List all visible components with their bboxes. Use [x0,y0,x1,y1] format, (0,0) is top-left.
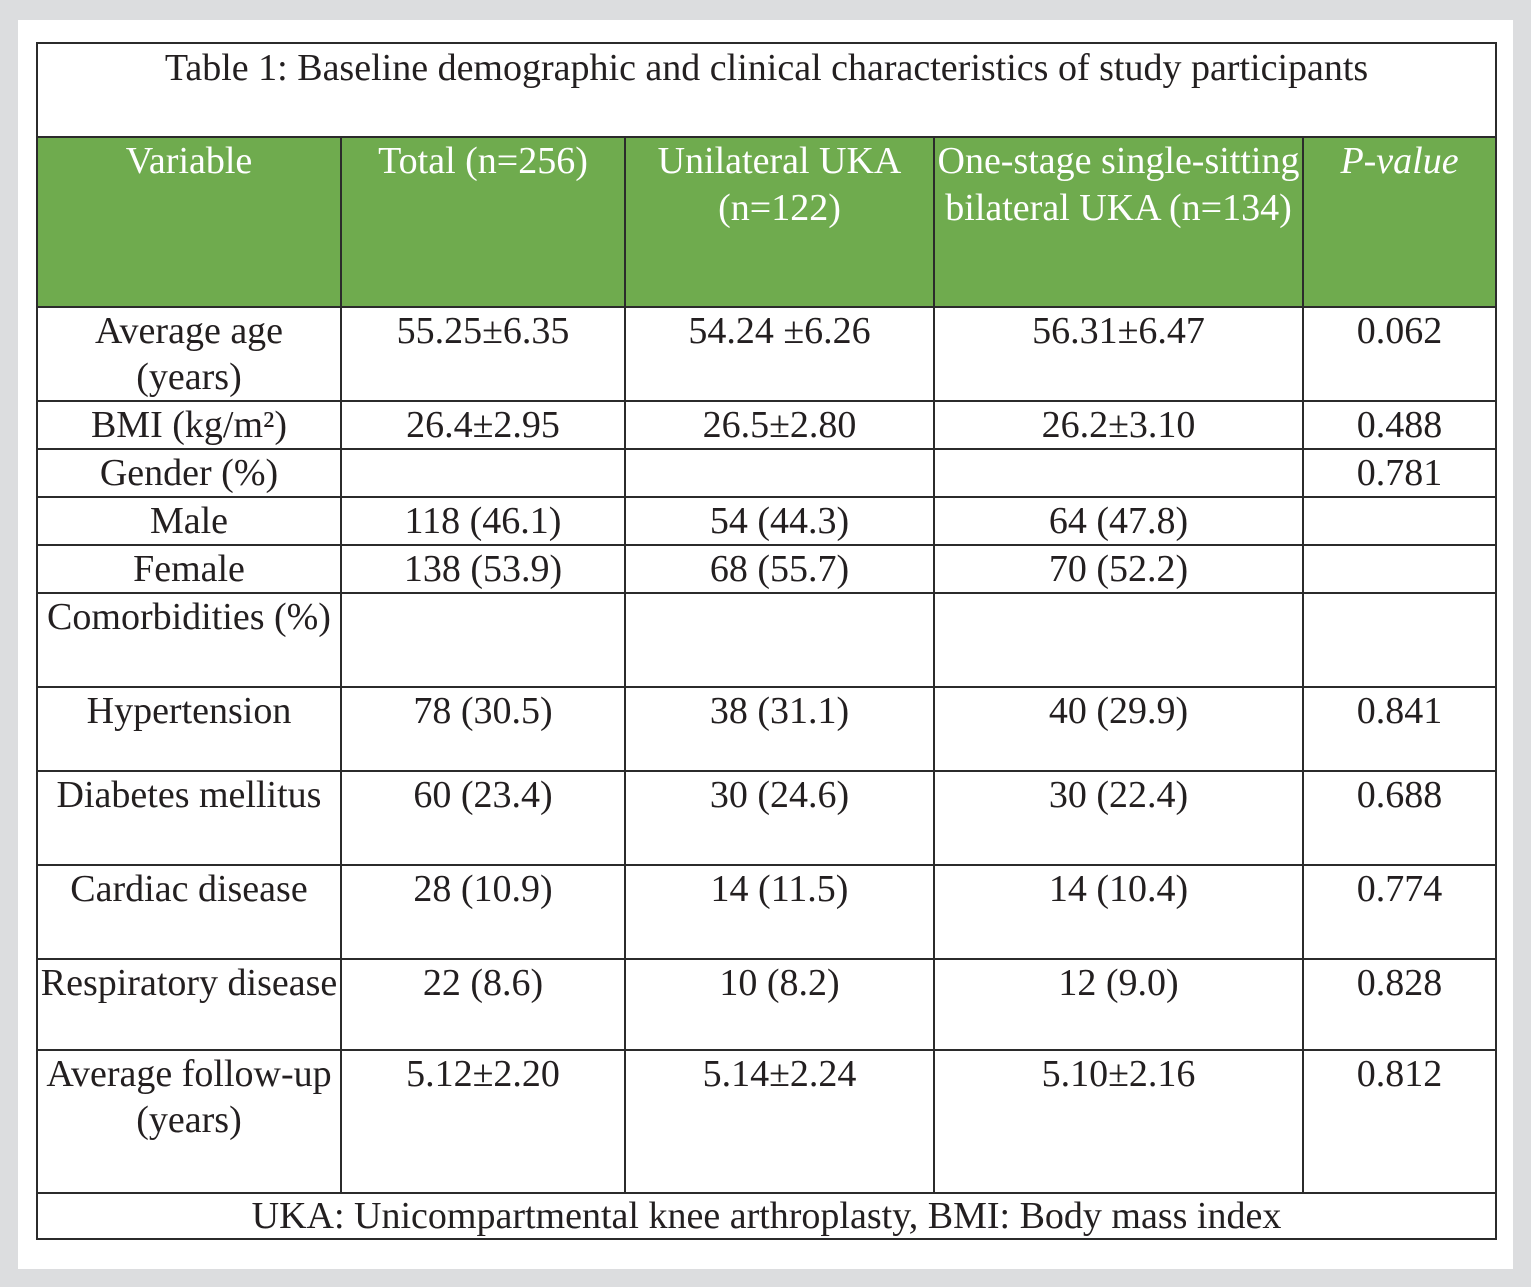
table-row [37,401,1496,449]
table-cell: 5.14±2.24 [625,1050,934,1193]
table-row [37,865,1496,959]
table-cell: 5.10±2.16 [934,1050,1303,1193]
table-cell: 68 (55.7) [625,545,934,593]
header-unilateral: Unilateral UKA (n=122) [625,137,934,307]
table-cell: 14 (10.4) [934,865,1303,959]
table-cell: 0.688 [1303,771,1496,865]
table-cell [341,449,625,497]
table-row [37,497,1496,545]
table-cell: 10 (8.2) [625,959,934,1050]
table-cell: 30 (22.4) [934,771,1303,865]
table-cell: 64 (47.8) [934,497,1303,545]
table-cell [1303,593,1496,687]
table-cell: 26.4±2.95 [341,401,625,449]
table-cell: 38 (31.1) [625,687,934,771]
table-cell [1303,497,1496,545]
header-bilateral: One-stage single-sitting bilateral UKA (n=134) [934,137,1303,307]
table-cell: 55.25±6.35 [341,307,625,401]
row-label: Gender (%) [37,449,341,497]
table-cell: 60 (23.4) [341,771,625,865]
table-cell: 5.12±2.20 [341,1050,625,1193]
row-label: Average follow-up (years) [37,1050,341,1193]
table-cell [341,593,625,687]
table-cell: 56.31±6.47 [934,307,1303,401]
table-cell: 0.781 [1303,449,1496,497]
table-row [37,959,1496,1050]
table-row [37,593,1496,687]
table-body [37,307,1496,1193]
caption-row [37,43,1496,137]
table-cell: 30 (24.6) [625,771,934,865]
header-variable: Variable [37,137,341,307]
table-row [37,307,1496,401]
table-cell: 28 (10.9) [341,865,625,959]
table-cell [625,593,934,687]
table-row [37,771,1496,865]
header-row [37,137,1496,307]
row-label: Cardiac disease [37,865,341,959]
table-cell: 118 (46.1) [341,497,625,545]
table-cell: 22 (8.6) [341,959,625,1050]
table-footnote: UKA: Unicompartmental knee arthroplasty, BMI: Body mass index [37,1193,1496,1239]
row-label: Hypertension [37,687,341,771]
table-cell [1303,545,1496,593]
characteristics-table [36,42,1497,1240]
table-cell: 40 (29.9) [934,687,1303,771]
row-label: BMI (kg/m²) [37,401,341,449]
table-cell: 26.5±2.80 [625,401,934,449]
table-row [37,449,1496,497]
table-row [37,1050,1496,1193]
table-cell [934,593,1303,687]
table-cell: 26.2±3.10 [934,401,1303,449]
table-cell: 0.062 [1303,307,1496,401]
table-cell [625,449,934,497]
table-cell: 0.812 [1303,1050,1496,1193]
table-row [37,545,1496,593]
row-label: Male [37,497,341,545]
table-cell: 14 (11.5) [625,865,934,959]
table-cell: 0.841 [1303,687,1496,771]
row-label: Female [37,545,341,593]
table-cell: 0.774 [1303,865,1496,959]
table-title: Table 1: Baseline demographic and clinical characteristics of study participants [37,43,1496,137]
row-label: Diabetes mellitus [37,771,341,865]
table-cell: 0.828 [1303,959,1496,1050]
table-cell: 54.24 ±6.26 [625,307,934,401]
table-row [37,687,1496,771]
table-cell: 78 (30.5) [341,687,625,771]
header-p-value: P-value [1303,137,1496,307]
row-label: Average age (years) [37,307,341,401]
table-cell: 12 (9.0) [934,959,1303,1050]
footer-row [37,1193,1496,1239]
table-cell: 70 (52.2) [934,545,1303,593]
table-cell [934,449,1303,497]
row-label: Comorbidities (%) [37,593,341,687]
table-cell: 0.488 [1303,401,1496,449]
table-cell: 138 (53.9) [341,545,625,593]
row-label: Respiratory disease [37,959,341,1050]
header-total: Total (n=256) [341,137,625,307]
table-cell: 54 (44.3) [625,497,934,545]
